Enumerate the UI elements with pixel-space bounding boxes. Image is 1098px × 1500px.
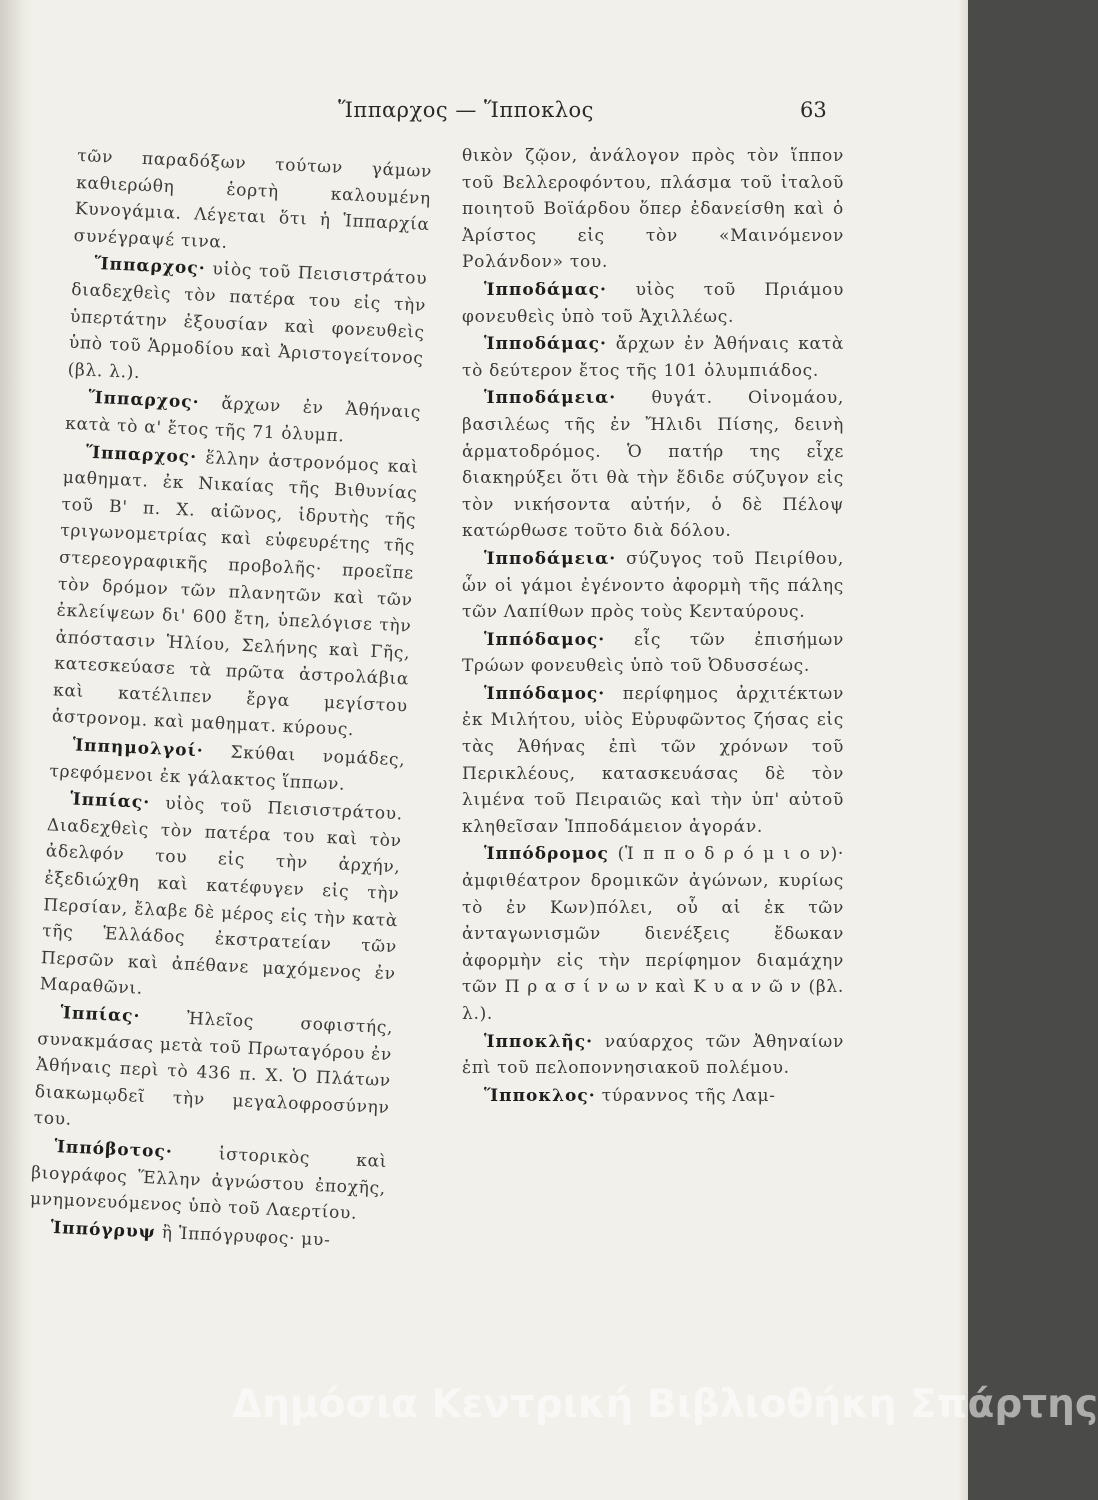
dictionary-entry: [462, 277, 844, 330]
dictionary-entry: [462, 681, 844, 841]
entry-headword: Ἵπποκλος·: [484, 1085, 596, 1106]
entry-headword: Ἵππαρχος·: [85, 442, 198, 468]
entry-text: υἱὸς τοῦ Πεισιστράτου διαδεχθεὶς τὸν πατέρα του εἰς τὴν ὑπερτάτην ἐξουσίαν καὶ φονευθεὶς ὑπὸ τοῦ Ἁρμοδίου καὶ Ἀριστογείτονος (βλ. λ.).: [67, 259, 428, 383]
entry-text: ἱστορικὸς καὶ βιογράφος Ἕλλην ἀγνώστου ἐποχῆς, μνημονευόμενος ὑπὸ τοῦ Λαερτίου.: [29, 1144, 388, 1224]
dictionary-entry: [39, 786, 403, 1015]
entry-headword: Ἵππαρχος·: [87, 388, 200, 414]
dictionary-entry: [462, 385, 844, 545]
entry-text: θυγάτ. Οἰνομάου, βασιλέως τῆς ἐν Ἤλιδι Πίσης, δεινὴ ἁρματοδρόμος. Ὁ πατήρ της εἶχε διακηρύξει ὅτι θὰ τὴν ἔδιδε σύζυγον εἰς τὸν νικήσοντα αὐτήν, ὁ δὲ Πέλοψ κατώρθωσε τοῦτο διὰ δόλου.: [462, 388, 844, 542]
entry-headword: Ἱπποδάμεια·: [484, 388, 617, 409]
entry-headword: Ἱππημολγοί·: [72, 735, 205, 762]
entry-text: ναύαρχος τῶν Ἀθηναίων ἐπὶ τοῦ πελοποννησιακοῦ πολέμου.: [462, 1031, 844, 1079]
dictionary-entry: [33, 999, 394, 1148]
dictionary-entry: [462, 841, 844, 1027]
entry-text: ἢ Ἱππόγρυφος· μυ-: [161, 1222, 331, 1251]
dictionary-entry: [462, 1029, 844, 1082]
entry-text: περίφημος ἀρχιτέκτων ἐκ Μιλήτου, υἱὸς Εὐρυφῶντος ζήσας εἰς τὰς Ἀθήνας ἐπὶ τῶν χρόνων τοῦ Περικλέους, κατασκευάσας δὲ τὸν λιμένα τοῦ Πειραιῶς καὶ τὴν ὑπ' αὐτοῦ κληθεῖσαν Ἱπποδάμειον ἀγοράν.: [462, 683, 844, 837]
entry-text: (Ἱ π π ο δ ρ ό μ ι ο ν)· ἀμφιθέατρον δρομικῶν ἀγώνων, κυρίως τὸ ἐν Κων)πόλει, οὗ αἱ ἐκ τῶν ἀνταγωνισμῶν διενέξεις ἔδωκαν ἀφορμὴν εἰς τὴν περίφημον διαμάχην τῶν Π ρ α σ ί ν ω ν καὶ Κ υ α ν ῶ ν (βλ. λ.).: [462, 844, 845, 1024]
entry-headword: Ἱππίας·: [60, 1003, 141, 1027]
dictionary-entry: [462, 546, 844, 626]
dictionary-entry: [462, 143, 844, 276]
dictionary-entry: [462, 1083, 844, 1110]
left-column: [28, 143, 433, 1257]
entry-text: τῶν παραδόξων τούτων γάμων καθιερώθη ἑορτὴ καλουμένη Κυνογάμια. Λέγεται ὅτι ἡ Ἱππαρχία συνέγραψέ τινα.: [73, 145, 433, 253]
dictionary-entry: [462, 627, 844, 680]
page-header: [0, 98, 968, 132]
entry-headword: Ἱπποδάμας·: [484, 279, 607, 300]
entry-headword: Ἱππίας·: [69, 789, 151, 814]
entry-text: ἕλλην ἀστρονόμος καὶ μαθηματ. ἐκ Νικαίας τῆς Βιθυνίας τοῦ Β' π. Χ. αἰῶνος, ἱδρυτὴς τῆς τριγωνομετρίας καὶ εὑφευρέτης τῆς στερεογραφικῆς προβολῆς· προεῖπε τὸν δρόμον τῶν πλανητῶν καὶ τῶν ἐκλείψεων δι' 600 ἔτη, ὑπελόγισε τὴν ἀπόστασιν Ἡλίου, Σελήνης καὶ Γῆς, κατεσκεύασε τὰ πρῶτα ἀστρολάβια καὶ κατέλιπεν ἔργα μεγίστου ἀστρονομ. καὶ μαθηματ. κύρους.: [51, 447, 420, 741]
entry-headword: Ἱππόδρομος: [484, 844, 609, 865]
dictionary-entry: [29, 1133, 387, 1229]
entry-text: υἱὸς τοῦ Πριάμου φονευθεὶς ὑπὸ τοῦ Ἀχιλλέως.: [462, 279, 844, 327]
dictionary-entry: [67, 250, 428, 399]
entry-text: ἄρχων ἐν Ἀθήναις κατὰ τὸ α' ἔτος τῆς 71 ὀλυμπ.: [64, 394, 422, 447]
entry-headword: Ἱππόδαμος·: [484, 629, 606, 650]
dictionary-entry: [73, 143, 432, 265]
entry-text: εἷς τῶν ἐπισήμων Τρώων φονευθεὶς ὑπὸ τοῦ Ὀδυσσέως.: [462, 629, 844, 677]
entry-headword: Ἱπποκλῆς·: [484, 1031, 594, 1052]
entry-text: σύζυγος τοῦ Πειρίθου, ὧν οἱ γάμοι ἐγένοντο ἀφορμὴ τῆς πάλης τῶν Λαπίθων πρὸς τοὺς Κενταύρους.: [462, 548, 844, 623]
page-edge: [958, 0, 968, 1500]
entry-headword: Ἵππαρχος·: [94, 254, 207, 280]
entry-text: Σκύθαι νομάδες, τρεφόμενοι ἐκ γάλακτος ἵππων.: [49, 742, 406, 795]
dictionary-entry: [462, 331, 844, 384]
library-watermark: Δημόσια Κεντρική Βιβλιοθήκη Σπάρτης: [232, 1382, 1098, 1427]
running-head: Ἵππαρχος — Ἵπποκλος: [338, 98, 594, 122]
page-binding-shadow: [0, 0, 34, 1500]
entry-text: θικὸν ζῷον, ἀνάλογον πρὸς τὸν ἵππον τοῦ Βελλεροφόντου, πλάσμα τοῦ ἰταλοῦ ποιητοῦ Βοϊάρδου ὅπερ ἐδανείσθη καὶ ὁ Ἀρίστος εἰς τὸν «Μαινόμενον Ρολάνδον» του.: [462, 146, 844, 273]
entry-headword: Ἱππόβοτος·: [53, 1136, 174, 1163]
dictionary-entry: [51, 438, 419, 746]
entry-headword: Ἱππόγρυψ: [50, 1217, 157, 1243]
entry-text: υἱὸς τοῦ Πεισιστράτου. Διαδεχθεὶς τὸν πατέρα του καὶ τὸν ἀδελφόν του εἰς τὴν ἀρχήν, ἐξεδιώχθη καὶ κατέφυγεν εἰς τὴν Περσίαν, ἔλαβε δὲ μέρος εἰς τὴν κατὰ τῆς Ἑλλάδος ἐκστρατείαν τῶν Περσῶν καὶ ἀπέθανε μαχόμενος ἐν Μαραθῶνι.: [39, 793, 404, 1000]
right-column: [462, 143, 844, 1110]
entry-headword: Ἱπποδάμεια·: [484, 548, 617, 569]
entry-text: Ἠλεῖος σοφιστής, συνακμάσας μετὰ τοῦ Πρωταγόρου ἐν Ἀθήναις περὶ τὸ 436 π. Χ. Ὁ Πλάτων διακωμῳδεῖ τὴν μεγαλοφροσύνην του.: [33, 1008, 394, 1131]
entry-headword: Ἱπποδάμας·: [484, 334, 607, 355]
entry-text: τύραννος τῆς Λαμ-: [601, 1085, 776, 1106]
page-number: 63: [800, 98, 827, 122]
entry-text: ἄρχων ἐν Ἀθήναις κατὰ τὸ δεύτερον ἔτος τῆς 101 ὀλυμπιάδος.: [462, 334, 845, 381]
entry-headword: Ἱππόδαμος·: [484, 683, 606, 704]
